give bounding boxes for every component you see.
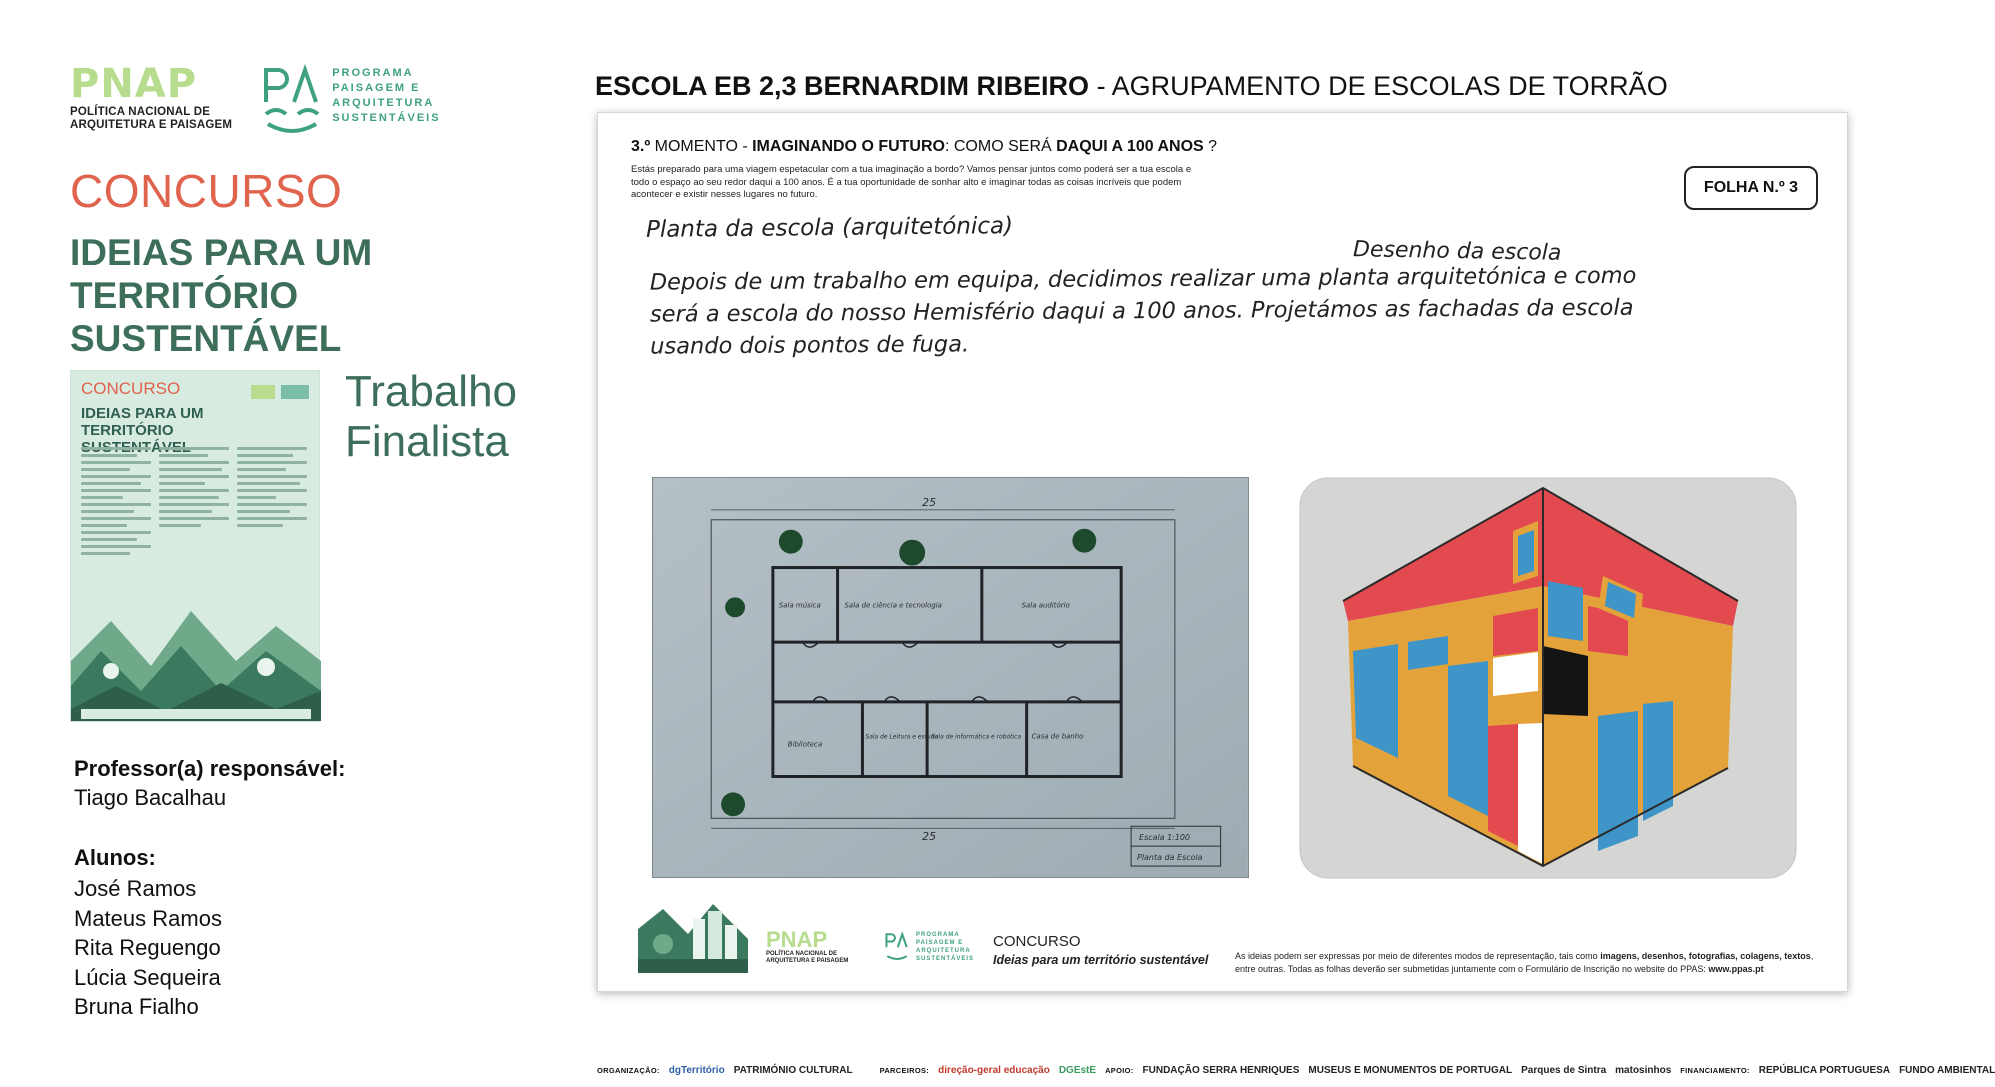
footer-ppas-mark-icon [883,931,911,961]
plan-room-library: Biblioteca [787,740,823,749]
plan-room-bathroom: Casa de banho [1031,732,1084,741]
sponsors-strip [597,1053,1995,1087]
finalist-label [345,367,517,467]
moment-number: 3.º [631,138,651,155]
finalist-line-1: Trabalho [345,367,518,416]
student-item: Rita Reguengo [74,935,221,960]
moment-question-b: DAQUI A 100 ANOS [1056,138,1204,155]
worksheet-heading [631,138,1217,156]
footer-note-b: imagens, desenhos, fotografias, colagens, textos [1600,951,1811,961]
finalist-line-2: Finalista [345,417,509,466]
students-label: Alunos: [74,845,156,870]
footer-concurso-subtitle: Ideias para um território sustentável [993,953,1209,967]
student-item: Lúcia Sequeira [74,964,221,990]
moment-question-a: : COMO SERÁ [944,138,1057,155]
floor-plan-photo [652,477,1249,878]
logo-row [70,62,441,136]
footer-concurso-title: CONCURSO [993,933,1081,950]
footer-pnap-logo [766,929,848,965]
professor-name: Tiago Bacalhau [74,785,227,810]
footer-submission-note [1235,950,1835,976]
contest-title-line-2: TERRITÓRIO [70,275,299,316]
city-landscape-illustration [638,889,748,973]
poster-text-column-3 [237,447,307,531]
footer-note-url: www.ppas.pt [1708,964,1764,974]
plan-scale: Escala 1:100 [1139,833,1191,843]
professor-label: Professor(a) responsável: [74,756,346,781]
ppas-logo-line-1: PROGRAMA [332,67,414,79]
concurso-title: CONCURSO [70,165,343,217]
contest-title [70,231,400,360]
footer-ppas-line-4: SUSTENTÁVEIS [916,956,975,962]
footer-pnap-sub-2: ARQUITETURA E PAISAGEM [766,958,849,964]
plan-caption: Planta da Escola [1137,853,1203,863]
students-list [74,874,222,1022]
contest-title-line-3: SUSTENTÁVEL [70,318,342,359]
footer-note-c: , entre outras. Todas as folhas deverão ser submetidas juntamente com o Formulário de Inscrição no website do PPAS: [1235,951,1814,974]
footer-ppas-line-2: PAISAGEM E [916,940,964,946]
school-name: ESCOLA EB 2,3 BERNARDIM RIBEIRO [595,71,1090,101]
poster-title: IDEIAS PARA UM TERRITÓRIO [81,405,204,439]
footer-pnap-word: PNAP [766,927,828,952]
footer-concurso [993,933,1208,967]
sheet-number-badge: FOLHA N.º 3 [1684,166,1818,210]
plan-room-informatics: Sala de informática e robótica [931,733,1022,741]
school-header [595,71,1668,102]
sponsor-patrimonio-logo: PATRIMÓNIO CULTURAL [733,1064,853,1076]
footer-ppas-line-3: ARQUITETURA [916,948,971,954]
ppas-logo [260,62,440,136]
student-item: Bruna Fialho [74,994,199,1019]
footer-note-a: As ideias podem ser expressas por meio de diferentes modos de representação, tais como [1235,951,1601,961]
contest-poster-thumbnail [70,370,320,722]
financiamento-label: FINANCIAMENTO: [1680,1065,1750,1075]
ppas-logo-mark-icon [260,62,324,136]
sponsor-republica-logo: REPÚBLICA PORTUGUESA [1758,1064,1891,1076]
floor-plan-drawing [653,478,1248,877]
moment-question-c: ? [1203,138,1218,155]
ppas-logo-line-2: PAISAGEM E [332,82,421,94]
scanned-worksheet [597,112,1848,992]
footer-ppas-line-1: PROGRAMA [916,932,960,938]
plan-room-reading: Sala de Leitura e estudo [865,733,939,741]
contest-title-line-1: IDEIAS PARA UM [70,232,373,273]
sponsor-fundo-ambiental-logo: FUNDO AMBIENTAL [1899,1064,1995,1076]
school-group: - AGRUPAMENTO DE ESCOLAS DE TORRÃO [1089,71,1668,101]
footer-ppas-logo [883,931,974,963]
sponsor-dgeste-logo: DGEstE [1058,1064,1097,1076]
worksheet-footer [638,883,1818,983]
poster-text-column-1 [81,447,151,559]
parceiros-label: PARCEIROS: [879,1065,930,1075]
sponsor-dge-logo: direção-geral educação [938,1064,1050,1076]
facade-drawing [1298,476,1798,880]
sponsor-fundacao-logo: FUNDAÇÃO SERRA HENRIQUES [1142,1064,1300,1076]
pnap-logo [70,62,232,132]
student-item: José Ramos [74,876,197,901]
plan-room-music: Sala música [778,601,821,610]
apoio-label: APOIO: [1105,1065,1134,1075]
student-item: Mateus Ramos [74,905,222,931]
plan-top-dimension: 25 [922,495,937,509]
sponsor-parques-sintra-logo: Parques de Sintra [1521,1064,1607,1076]
handwritten-drawing-title: Desenho da escola [1352,237,1562,266]
handwritten-plan-title: Planta da escola (arquitetónica) [645,213,1014,243]
poster-text-column-2 [159,447,229,531]
moment-word: MOMENTO - [650,138,753,155]
moment-title: IMAGINANDO O FUTURO [752,138,945,155]
poster-concurso: CONCURSO [81,379,181,398]
sponsor-matosinhos-logo: matosinhos [1615,1064,1672,1076]
plan-bottom-dimension: 25 [922,830,937,844]
facade-drawing-photo [1298,476,1798,880]
pnap-logo-subtitle-1: POLÍTICA NACIONAL DE [70,106,211,118]
footer-pnap-sub-1: POLÍTICA NACIONAL DE [766,951,838,957]
ppas-logo-line-4: SUSTENTÁVEIS [332,112,441,124]
ppas-logo-line-3: ARQUITETURA [332,97,435,109]
worksheet-intro: Estás preparado para uma viagem espetacular com a tua imaginação a bordo? Vamos pensar juntos como poderá ser a tua escola e todo o espaço ao seu redor daqui a 100 anos. É a tua oportunidade de sonhar alto e imaginar todas as coisas incríveis que podem acontecer e existir nesses lugares no futuro. [631,164,1192,200]
handwritten-description: Depois de um trabalho em equipa, decidimos realizar uma planta arquitetónica e como será a escola do nosso Hemisfério daqui a 100 anos. Projetámos as fachadas da escola usando dois pontos de fuga. [649,262,1637,360]
pnap-logo-word: PNAP [70,61,198,107]
poster-logos-icon [251,383,311,401]
pnap-logo-subtitle-2: ARQUITETURA E PAISAGEM [70,119,233,131]
organizacao-label: ORGANIZAÇÃO: [597,1065,660,1075]
plan-room-science: Sala de ciência e tecnologia [844,601,942,610]
poster-landscape-illustration [71,591,321,721]
sponsor-museus-logo: MUSEUS E MONUMENTOS DE PORTUGAL [1308,1064,1513,1076]
sponsor-dgterritorio-logo: dgTerritório [668,1064,725,1076]
plan-room-auditorium: Sala auditório [1021,601,1070,610]
